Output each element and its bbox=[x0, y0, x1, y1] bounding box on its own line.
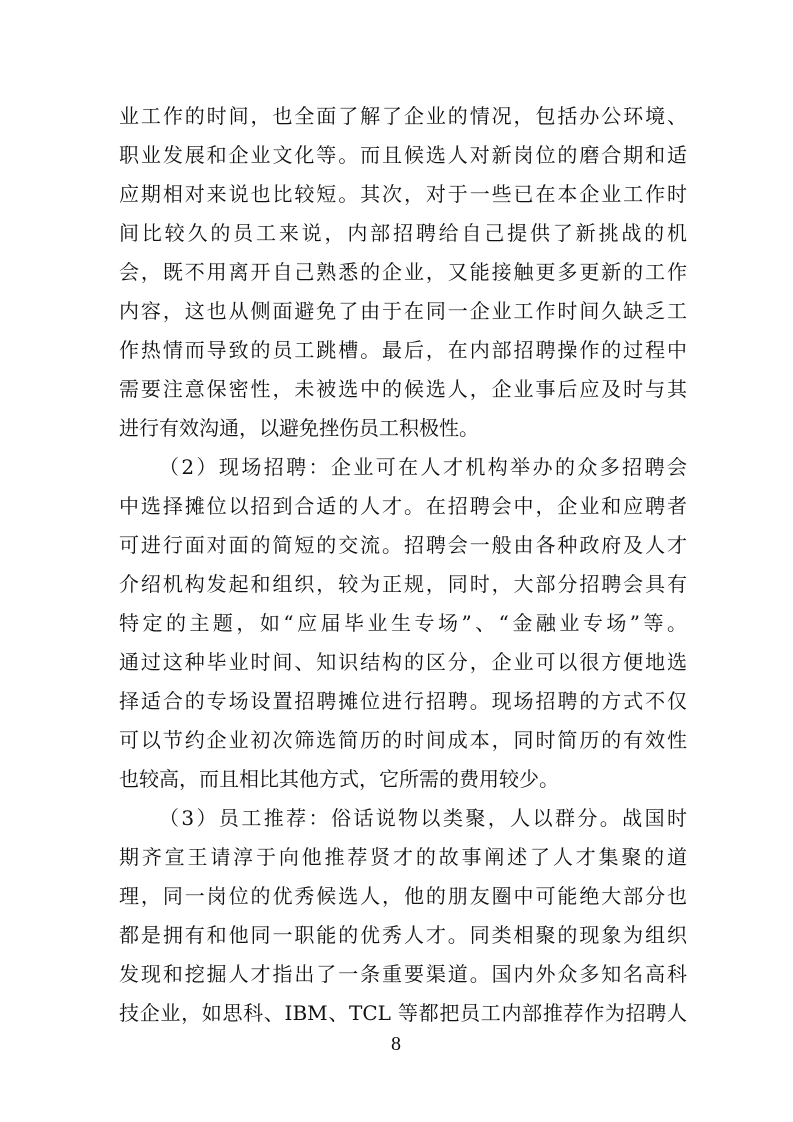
text-line: 间比较久的员工来说，内部招聘给自己提供了新挑战的机 bbox=[119, 221, 687, 245]
paragraph-first-line: （2）现场招聘：企业可在人才机构举办的众多招聘会 bbox=[159, 455, 687, 479]
text-line: 通过这种毕业时间、知识结构的区分，企业可以很方便地选 bbox=[119, 650, 687, 674]
text-line: 介绍机构发起和组织，较为正规，同时，大部分招聘会具有 bbox=[119, 572, 687, 596]
text-line: 需要注意保密性，未被选中的候选人，企业事后应及时与其 bbox=[119, 377, 687, 401]
text-line: 职业发展和企业文化等。而且候选人对新岗位的磨合期和适 bbox=[119, 143, 687, 167]
text-line: 特定的主题，如“应届毕业生专场”、“金融业专场”等。 bbox=[119, 611, 687, 635]
text-line: 会，既不用离开自己熟悉的企业，又能接触更多更新的工作 bbox=[119, 260, 687, 284]
text-line: 期齐宣王请淳于向他推荐贤才的故事阐述了人才集聚的道 bbox=[119, 845, 687, 869]
text-line: 作热情而导致的员工跳槽。最后，在内部招聘操作的过程中 bbox=[119, 338, 687, 362]
text-line: 也较高，而且相比其他方式，它所需的费用较少。 bbox=[119, 767, 559, 791]
text-line: 可进行面对面的简短的交流。招聘会一般由各种政府及人才 bbox=[119, 533, 687, 557]
text-line: 应期相对来说也比较短。其次，对于一些已在本企业工作时 bbox=[119, 182, 687, 206]
text-line: 择适合的专场设置招聘摊位进行招聘。现场招聘的方式不仅 bbox=[119, 689, 687, 713]
text-line: 内容，这也从侧面避免了由于在同一企业工作时间久缺乏工 bbox=[119, 299, 687, 323]
paragraph-first-line: （3）员工推荐：俗话说物以类聚，人以群分。战国时 bbox=[159, 806, 687, 830]
page-number: 8 bbox=[391, 1033, 401, 1055]
text-line: 发现和挖掘人才指出了一条重要渠道。国内外众多知名高科 bbox=[119, 962, 687, 986]
text-line: 都是拥有和他同一职能的优秀人才。同类相聚的现象为组织 bbox=[119, 923, 687, 947]
text-line: 理，同一岗位的优秀候选人，他的朋友圈中可能绝大部分也 bbox=[119, 884, 687, 908]
text-line: 业工作的时间，也全面了解了企业的情况，包括办公环境、 bbox=[119, 104, 687, 128]
text-line: 进行有效沟通，以避免挫伤员工积极性。 bbox=[119, 416, 479, 440]
text-line: 中选择摊位以招到合适的人才。在招聘会中，企业和应聘者 bbox=[119, 494, 687, 518]
text-line: 技企业，如思科、IBM、TCL 等都把员工内部推荐作为招聘人 bbox=[119, 1001, 687, 1025]
text-line: 可以节约企业初次筛选简历的时间成本，同时简历的有效性 bbox=[119, 728, 687, 752]
